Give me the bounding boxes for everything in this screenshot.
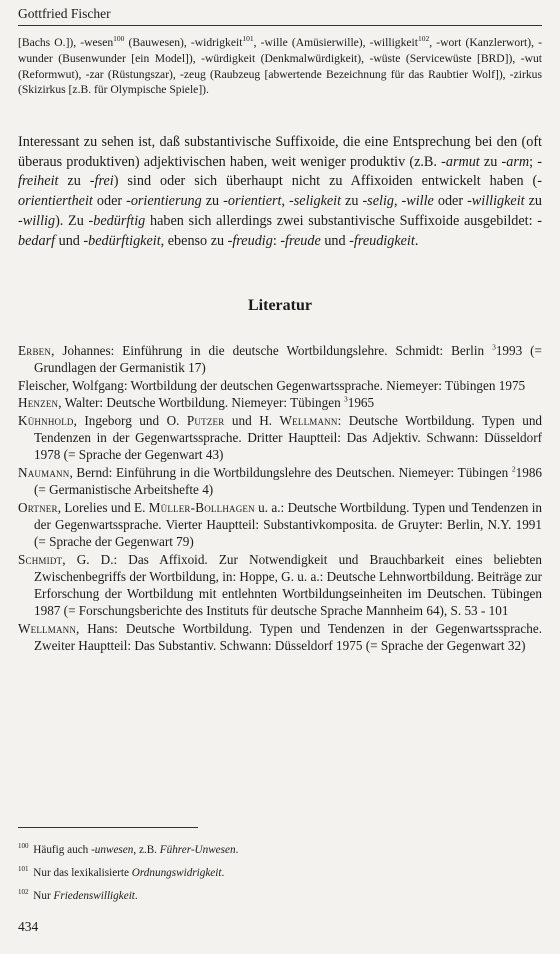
header-author: Gottfried Fischer [18,6,111,21]
reference-item: Schmidt, G. D.: Das Affixoid. Zur Notwendigkeit und Brauchbarkeit eines beliebten Zwischenbegriffs der Wortbildung, in: Hoppe, G. u. a.: Deutsche Lehnwortbildung. Beiträge zur Erforschung der Wortbildung mit entlehnten Wortbildungseinheiten im Deutschen. Tübingen 1987 (= Forschungsberichte des Instituts für deutsche Sprache Mannheim 64), S. 53 - 101 [18,551,542,618]
page-number: 434 [18,919,39,934]
paragraph-main: Interessant zu sehen ist, daß substantivische Suffixoide, die eine Entsprechung bei den (oft überaus produktiven) adjektivischen haben, weit weniger produktiv (z.B. -armut zu -arm; -freiheit zu -frei) sind oder sich überhaupt nicht zu Affixoiden entwickelt haben (-orientiertheit oder -orientierung zu -orientiert, -seligkeit zu -selig, -wille oder -willigkeit zu -willig). Zu -bedürftig haben sich allerdings zwei substantivische Suffixoide ausgebildet: -bedarf und -bedürftigkeit, ebenso zu -freudig: -freude und -freudigkeit. [18,134,543,249]
reference-item: Fleischer, Wolfgang: Wortbildung der deutschen Gegenwartssprache. Niemeyer: Tübingen 1975 [18,377,526,393]
footnote-ref-102[interactable]: 102 [417,34,430,44]
section-heading-literatur: Literatur [248,297,312,314]
reference-item: Kühnhold, Ingeborg und O. Putzer und H. Wellmann: Deutsche Wortbildung. Typen und Tendenzen in der Gegenwartssprache. Dritter Hauptteil: Das Adjektiv. Schwann: Düsseldorf 1978 (= Sprache der Gegenwart 43) [18,413,543,463]
footnote-101: $^{101}$ Nur das lexikalisierte Ordnungswidrigkeit. [18,865,225,879]
reference-item: Erben, Johannes: Einführung in die deutsche Wortbildungslehre. Schmidt: Berlin $^3$1993 (= Grundlagen der Germanistik 17) [18,342,542,376]
running-header [18,5,542,26]
bibliography-list [18,342,542,654]
footnote-102: $^{102}$ Nur Friedenswilligkeit. [18,888,138,902]
footnote-ref-101[interactable]: 101 [242,34,254,44]
footnotes [18,843,542,912]
paragraph-suffix-list: [Bachs O.]), -wesen$^{100}$ (Bauwesen), -widrigkeit$^{101}$, -wille (Amüsierwille), -willigkeit$^{102}$, -wort (Kanzlerwort), -wunder (Busenwunder [ein Model]), -würdigkeit (Denkmalwürdigkeit), -wüste (Servicewüste [BRD]), -wut (Reformwut), -zar (Rüstungszar), -zeug (Raubzeug [abwertende Bezeichnung für das Raubtier Wolf]), -zirkus (Skizirkus [z.B. für Olympische Spiele]). [18,34,542,97]
reference-item: Naumann, Bernd: Einführung in die Wortbildungslehre des Deutschen. Niemeyer: Tübingen $^2$1986 (= Germanistische Arbeitshefte 4) [18,464,542,498]
footnote-separator [18,827,198,828]
reference-item: Ortner, Lorelies und E. Müller-Bollhagen u. a.: Deutsche Wortbildung. Typen und Tendenzen in der Gegenwartssprache. Vierter Hauptteil: Substantivkomposita. de Gruyter: Berlin, N.Y. 1991 (= Sprache der Gegenwart 79) [18,499,543,549]
footnote-ref-100[interactable]: 100 [113,34,125,44]
footnote-100: $^{100}$ Häufig auch -unwesen, z.B. Führer-Unwesen. [18,842,239,856]
reference-item: Wellmann, Hans: Deutsche Wortbildung. Typen und Tendenzen in der Gegenwartssprache. Zweiter Hauptteil: Das Substantiv. Schwann: Düsseldorf 1975 (= Sprache der Gegenwart 32) [18,620,542,653]
reference-item: Henzen, Walter: Deutsche Wortbildung. Niemeyer: Tübingen $^3$1965 [18,395,375,411]
